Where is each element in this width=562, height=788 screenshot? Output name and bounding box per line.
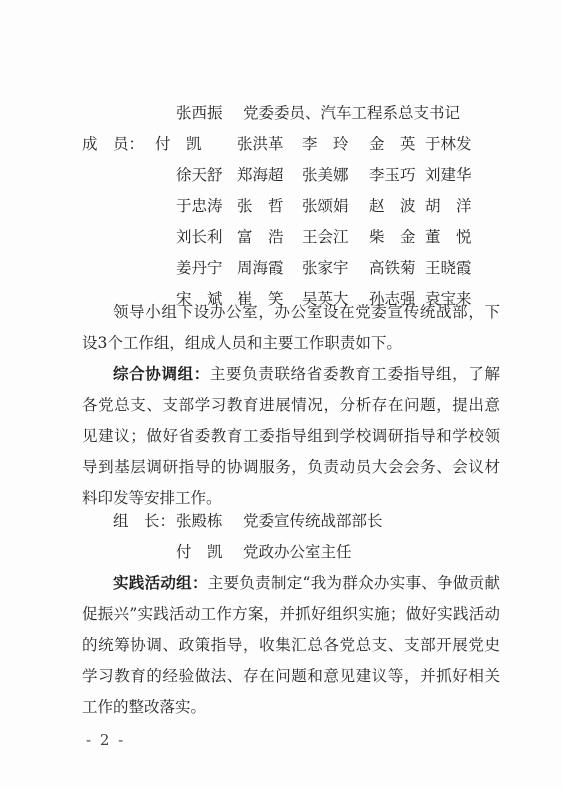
member-name: 刘建华 <box>425 166 472 184</box>
member-name: 郑海超 <box>237 166 284 184</box>
member-name: 富 浩 <box>237 228 284 246</box>
member-name: 李玉巧 <box>369 166 416 184</box>
leader-name: 张西振 <box>176 104 223 122</box>
practice-group-paragraph <box>82 568 500 723</box>
member-name: 于林发 <box>425 135 472 153</box>
member-name: 金 英 <box>369 135 416 153</box>
member-name: 崔 笑 <box>237 290 284 308</box>
member-name: 王会江 <box>302 228 349 246</box>
deputy-role: 党政办公室主任 <box>243 543 352 561</box>
member-name: 张 哲 <box>237 197 284 215</box>
coordination-group-paragraph <box>82 359 500 514</box>
member-name: 张洪革 <box>237 135 284 153</box>
member-name: 周海霞 <box>237 259 284 277</box>
members-label: 成 员： <box>82 135 145 153</box>
member-name: 徐天舒 <box>176 166 223 184</box>
member-name: 胡 洋 <box>425 197 472 215</box>
leader-role-line <box>243 103 460 123</box>
group-leader-label: 组 长： <box>113 512 176 530</box>
practice-group-title: 实践活动组： <box>113 574 208 592</box>
member-name: 赵 波 <box>369 197 416 215</box>
member-name: 董 悦 <box>425 228 472 246</box>
member-name: 宋 斌 <box>176 290 223 308</box>
member-name: 孙志强 <box>369 290 416 308</box>
member-name: 王晓霞 <box>425 259 472 277</box>
practice-group-text: 主要负责制定“我为群众办实事、争做贡献促振兴”实践活动工作方案，并抓好组织实施；做好实践活动的统筹协调、政策指导，收集汇总各党总支、支部开展党史学习教育的经验做法、存在问题和意见建议等，并抓好相关工作的整改落实。 <box>82 574 500 716</box>
member-name: 柴 金 <box>369 228 416 246</box>
member-name: 于忠涛 <box>176 197 223 215</box>
deputy-name: 付 凯 <box>176 543 223 561</box>
member-name: 高铁菊 <box>369 259 416 277</box>
member-name: 张美娜 <box>302 166 349 184</box>
member-name: 张家宇 <box>302 259 349 277</box>
member-name: 张颂娟 <box>302 197 349 215</box>
member-name: 袁宝来 <box>425 290 472 308</box>
office-paragraph: 领导小组下设办公室，办公室设在党委宣传统战部，下设3个工作组，组成人员和主要工作职责如下。 <box>82 303 500 352</box>
coordination-group-title: 综合协调组： <box>113 365 210 383</box>
member-name: 刘长利 <box>176 228 223 246</box>
member-name: 李 玲 <box>302 135 349 153</box>
member-name: 付 凯 <box>155 135 202 153</box>
member-name: 姜丹宁 <box>176 259 223 277</box>
group-leader-role: 党委宣传统战部部长 <box>243 512 383 530</box>
coordination-group-text: 主要负责联络省委教育工委指导组，了解各党总支、支部学习教育进展情况，分析存在问题，提出意见建议；做好省委教育工委指导组到学校调研指导和学校领导到基层调研指导的协调服务，负责动员大会会务、会议材料印发等安排工作。 <box>82 365 500 507</box>
page-number: - 2 - <box>86 731 126 749</box>
leader-role: 党委委员、汽车工程系总支书记 <box>243 104 461 122</box>
leader-line <box>176 103 223 123</box>
group-leader-name: 张殿栋 <box>176 512 223 530</box>
member-name: 吴英大 <box>302 290 349 308</box>
